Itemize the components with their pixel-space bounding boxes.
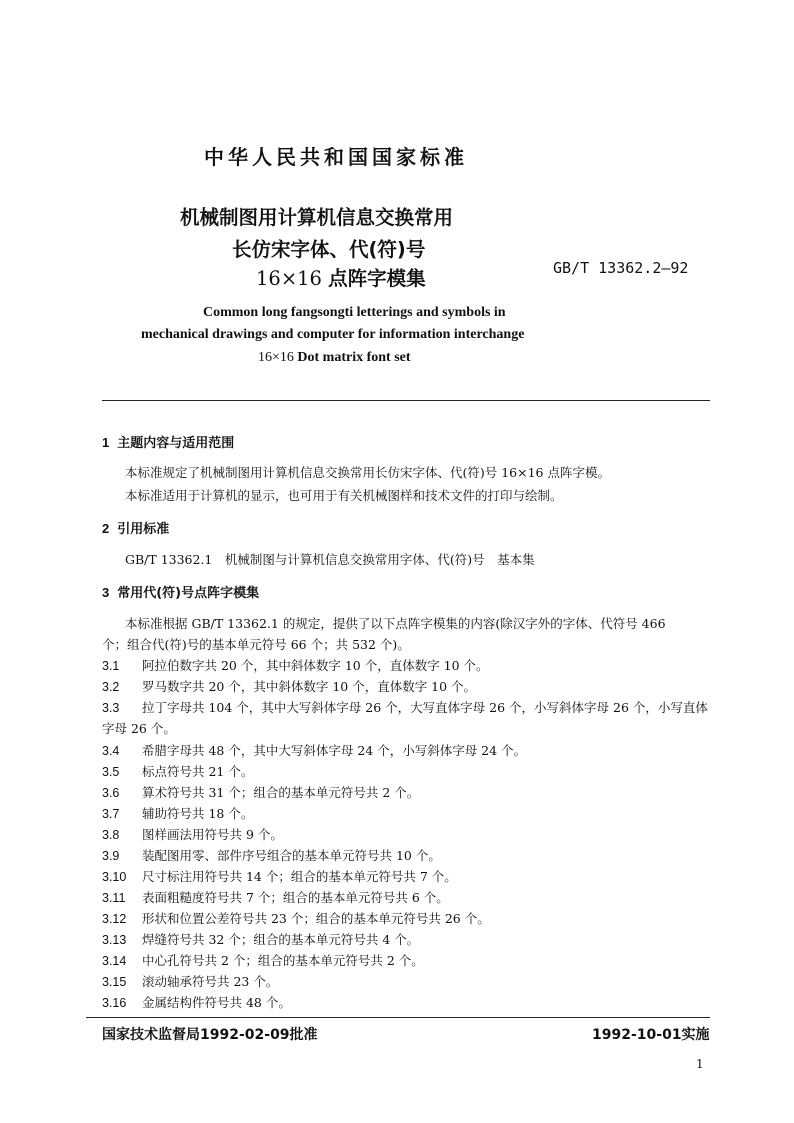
page-number: 1	[696, 1057, 704, 1071]
section-3-intro-line-1: 本标准根据 GB/T 13362.1 的规定，提供了以下点阵字模集的内容(除汉字外的字体、代符号 466	[125, 616, 666, 631]
list-item	[102, 846, 441, 864]
title-line-1: 机械制图用计算机信息交换常用	[180, 206, 454, 229]
list-item	[102, 677, 476, 695]
item-text: 阿拉伯数字共 20 个，其中斜体数字 10 个，直体数字 10 个。	[142, 658, 489, 673]
item-text: 字母 26 个。	[102, 721, 176, 736]
item-number: 3.1	[102, 659, 120, 673]
item-text: 尺寸标注用符号共 14 个；组合的基本单元符号共 7 个。	[142, 869, 457, 884]
item-number: 3.6	[102, 786, 120, 800]
list-item-continuation	[102, 719, 176, 737]
list-item	[102, 741, 526, 759]
list-item	[102, 993, 291, 1011]
item-number: 3.4	[102, 744, 120, 758]
title-line-3	[256, 263, 426, 291]
item-number: 3.8	[102, 828, 120, 842]
item-number: 3.14	[102, 954, 127, 968]
item-number: 3.5	[102, 765, 120, 779]
section-title: 主题内容与适用范围	[117, 436, 235, 451]
item-text: 罗马数字共 20 个，其中斜体数字 10 个，直体数字 10 个。	[142, 679, 477, 694]
english-title-line-2: mechanical drawings and computer for information interchange	[141, 327, 525, 342]
section-title: 常用代(符)号点阵字模集	[117, 586, 260, 601]
section-1-paragraph-1: 本标准规定了机械制图用计算机信息交换常用长仿宋字体、代(符)号 16×16 点阵字模。	[125, 465, 610, 480]
list-item	[102, 825, 283, 843]
list-item	[102, 762, 253, 780]
english-title-line-3-text: Dot matrix font set	[297, 350, 411, 365]
english-title-line-3-number: 16×16	[258, 350, 294, 365]
section-2-heading	[102, 518, 169, 537]
item-number: 3.9	[102, 849, 120, 863]
item-text: 装配图用零、部件序号组合的基本单元符号共 10 个。	[142, 848, 441, 863]
item-number: 3.15	[102, 975, 127, 989]
list-item	[102, 783, 419, 801]
section-2-reference: GB/T 13362.1 机械制图与计算机信息交换常用字体、代(符)号 基本集	[125, 552, 535, 567]
item-text: 焊缝符号共 32 个；组合的基本单元符号共 4 个。	[142, 932, 420, 947]
item-number: 3.16	[102, 996, 127, 1010]
implementation-date: 1992-10-01实施	[592, 1027, 710, 1043]
item-text: 表面粗糙度符号共 7 个；组合的基本单元符号共 6 个。	[142, 890, 449, 905]
standard-number: GB/T 13362.2—92	[553, 259, 689, 277]
item-text: 金属结构件符号共 48 个。	[142, 995, 291, 1010]
list-item	[102, 972, 278, 990]
item-number: 3.13	[102, 933, 127, 947]
item-number: 3.7	[102, 807, 120, 821]
list-item	[102, 888, 449, 906]
list-item	[102, 951, 424, 969]
item-text: 形状和位置公差符号共 23 个；组合的基本单元符号共 26 个。	[142, 911, 490, 926]
item-text: 滚动轴承符号共 23 个。	[142, 974, 279, 989]
item-number: 3.3	[102, 701, 120, 715]
item-text: 算术符号共 31 个；组合的基本单元符号共 2 个。	[142, 785, 420, 800]
item-text: 辅助符号共 18 个。	[142, 806, 254, 821]
approval-date: 国家技术监督局1992-02-09批准	[102, 1027, 318, 1043]
title-line-3-number: 16×16	[256, 267, 322, 290]
list-item	[102, 867, 457, 885]
item-text: 图样画法用符号共 9 个。	[142, 827, 283, 842]
section-number: 2	[102, 521, 110, 536]
item-number: 3.11	[102, 891, 126, 905]
english-title-line-1: Common long fangsongti letterings and symbols in	[203, 305, 506, 320]
item-text: 中心孔符号共 2 个；组合的基本单元符号共 2 个。	[142, 953, 424, 968]
section-1-paragraph-2: 本标准适用于计算机的显示，也可用于有关机械图样和技术文件的打印与绘制。	[125, 488, 563, 503]
section-number: 1	[102, 435, 110, 450]
bottom-divider	[86, 1017, 710, 1018]
list-item	[102, 656, 489, 674]
list-item	[102, 698, 708, 716]
list-item	[102, 909, 490, 927]
section-3-intro-line-2: 个；组合代(符)号的基本单元符号 66 个；共 532 个)。	[102, 637, 410, 652]
item-number: 3.12	[102, 912, 127, 926]
item-number: 3.2	[102, 680, 120, 694]
item-text: 希腊字母共 48 个，其中大写斜体字母 24 个，小写斜体字母 24 个。	[142, 743, 527, 758]
item-text: 拉丁字母共 104 个，其中大写斜体字母 26 个，大写直体字母 26 个，小写斜体字母 26 个，小写直体	[142, 700, 708, 715]
english-title-line-3	[258, 350, 411, 366]
section-1-heading	[102, 432, 234, 451]
item-text: 标点符号共 21 个。	[142, 764, 254, 779]
section-3-heading	[102, 582, 259, 601]
top-divider	[102, 400, 710, 401]
section-number: 3	[102, 585, 110, 600]
title-line-2: 长仿宋字体、代(符)号	[232, 238, 426, 261]
item-number: 3.10	[102, 870, 127, 884]
list-item	[102, 804, 253, 822]
section-title: 引用标准	[117, 522, 170, 537]
list-item	[102, 930, 419, 948]
national-standard-heading: 中华人民共和国国家标准	[204, 145, 468, 169]
title-line-3-text: 点阵字模集	[328, 267, 426, 290]
